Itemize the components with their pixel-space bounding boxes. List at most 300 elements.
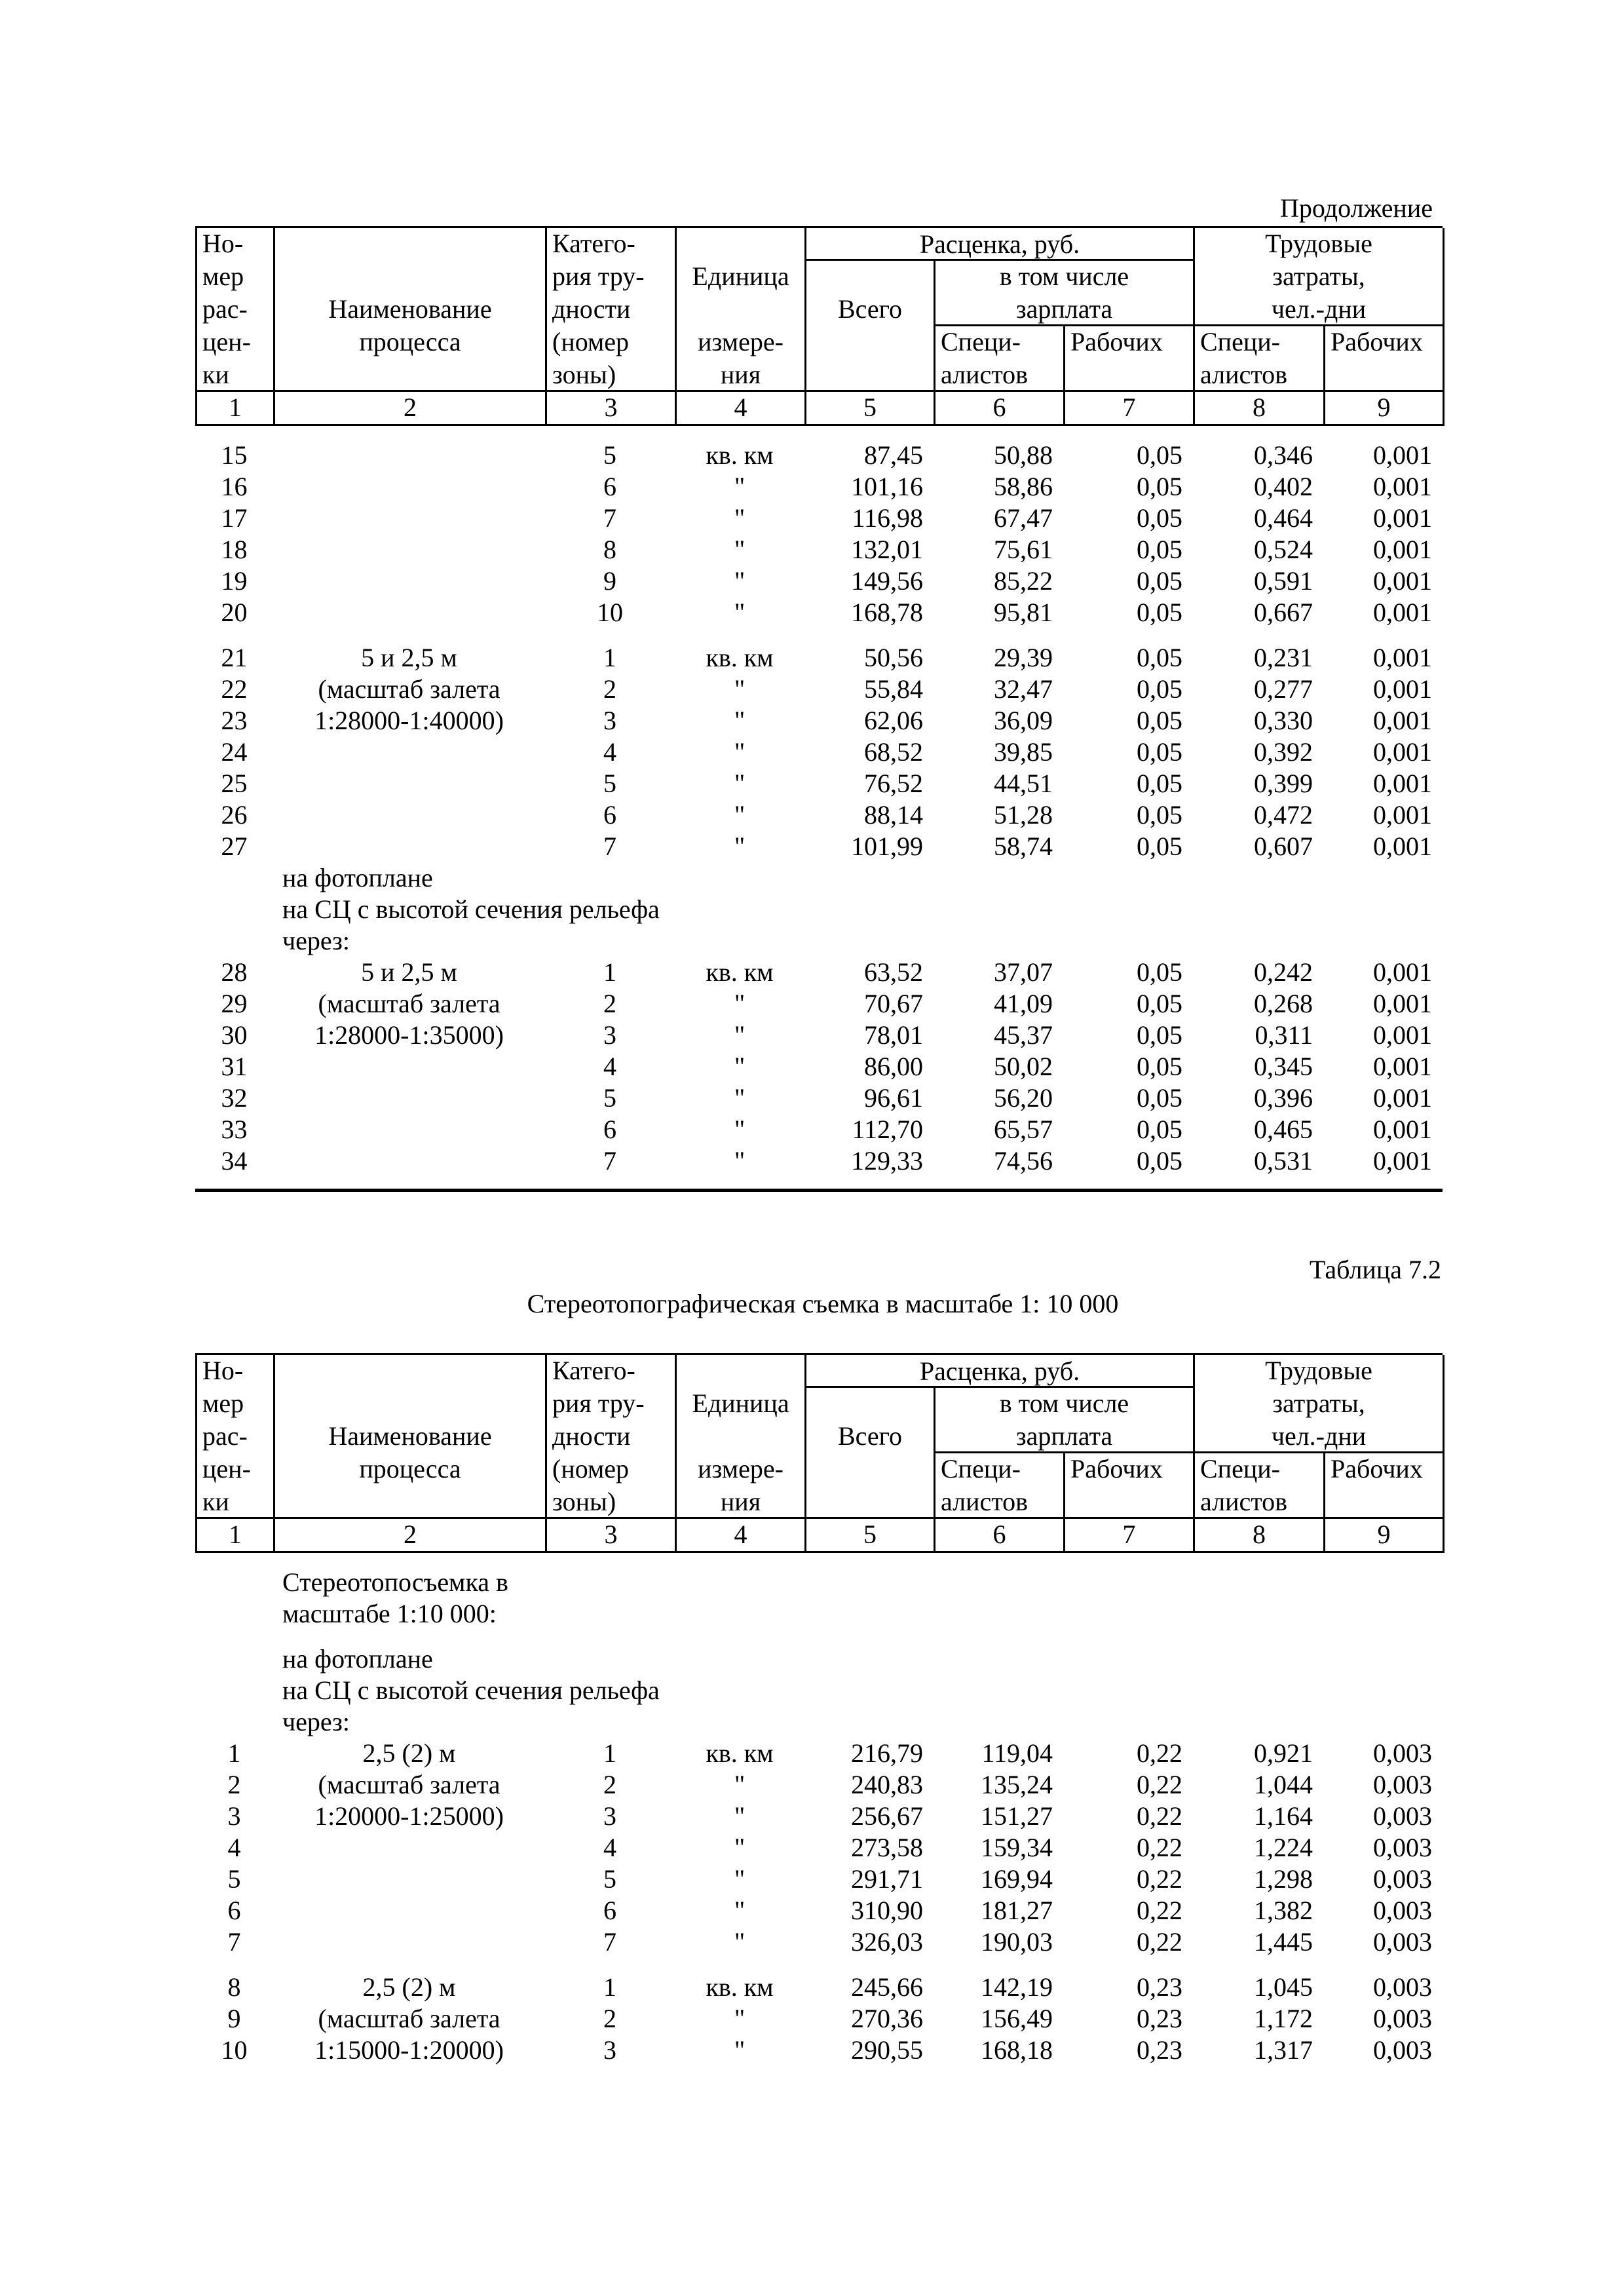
salary-specialists: 56,20	[994, 1083, 1053, 1113]
process-name: 1:15000-1:20000)	[314, 2035, 504, 2065]
salary-workers: 0,05	[1137, 503, 1182, 533]
section-caption: через:	[282, 1707, 350, 1736]
header-line	[806, 1453, 934, 1486]
header-line: мер	[202, 1388, 244, 1418]
process-name	[273, 737, 545, 768]
salary-workers: 0,05	[1137, 1146, 1182, 1176]
header-process-name	[275, 228, 547, 392]
labor-workers: 0,003	[1373, 1927, 1432, 1957]
header-line: алистов	[941, 360, 1029, 389]
table-row	[195, 737, 1443, 768]
unit: кв. км	[706, 957, 774, 987]
labor-workers: 0,001	[1373, 566, 1432, 596]
labor-workers: 0,001	[1373, 1083, 1432, 1113]
salary-workers: 0,05	[1137, 674, 1182, 704]
unit: "	[734, 989, 746, 1018]
labor-specialists: 0,531	[1254, 1146, 1313, 1176]
unit: кв. км	[706, 1972, 774, 2002]
header-salary-workers	[1065, 1453, 1195, 1519]
category: 5	[603, 769, 616, 798]
header-rate-number	[197, 1355, 275, 1519]
price-total: 101,16	[851, 472, 923, 501]
header-rate-number	[197, 228, 275, 392]
header-line	[275, 1486, 545, 1519]
labor-workers: 0,003	[1373, 2035, 1432, 2065]
header-unit	[677, 228, 806, 392]
header-labor	[1195, 228, 1445, 326]
header-line: ния	[720, 360, 761, 389]
price-total: 62,06	[864, 706, 923, 735]
salary-specialists: 37,07	[994, 957, 1053, 987]
unit: "	[734, 706, 746, 735]
header-price: Расценка, руб.	[806, 1355, 1195, 1388]
unit: "	[734, 674, 746, 704]
table-row	[195, 1738, 1443, 1769]
rate-number: 2	[227, 1770, 241, 1799]
column-number: 2	[275, 392, 547, 426]
salary-specialists: 36,09	[994, 706, 1053, 735]
header-line: Но-	[202, 229, 244, 258]
process-name: 5 и 2,5 м	[361, 957, 457, 987]
price-total: 70,67	[864, 989, 923, 1018]
header-line: Единица	[692, 1388, 789, 1418]
process-name	[273, 1864, 545, 1895]
header-salary-workers	[1065, 326, 1195, 392]
labor-specialists: 0,268	[1254, 989, 1313, 1018]
price-total: 270,36	[851, 2004, 923, 2033]
header-line	[275, 1388, 545, 1421]
salary-workers: 0,05	[1137, 737, 1182, 767]
salary-specialists: 41,09	[994, 989, 1053, 1018]
section-caption: через:	[282, 926, 350, 955]
header-line: (номер	[552, 1454, 630, 1483]
process-name: 2,5 (2) м	[362, 1738, 456, 1768]
salary-workers: 0,05	[1137, 535, 1182, 564]
rate-number: 19	[221, 566, 248, 596]
salary-specialists: 142,19	[981, 1972, 1053, 2002]
table-row	[195, 534, 1443, 565]
labor-workers: 0,003	[1373, 1770, 1432, 1799]
price-total: 291,71	[851, 1864, 923, 1894]
rate-number: 10	[221, 2035, 248, 2065]
rate-number: 27	[221, 832, 248, 861]
process-name: 2,5 (2) м	[362, 1972, 456, 2002]
header-line: зоны)	[552, 360, 616, 389]
header-labor-specialists	[1195, 1453, 1325, 1519]
header-line: Специ-	[941, 1454, 1021, 1483]
header-line	[806, 326, 934, 359]
header-labor-workers	[1325, 326, 1445, 392]
salary-specialists: 156,49	[981, 2004, 1053, 2033]
unit: "	[734, 1083, 746, 1113]
salary-workers: 0,05	[1137, 769, 1182, 798]
unit: "	[734, 800, 746, 830]
header-salary-specialists	[935, 326, 1065, 392]
column-number: 5	[806, 392, 935, 426]
category: 7	[603, 503, 616, 533]
header-incl-salary	[935, 1388, 1195, 1453]
category: 10	[597, 598, 623, 627]
salary-specialists: 95,81	[994, 598, 1053, 627]
unit: "	[734, 1146, 746, 1176]
process-name: 1:28000-1:35000)	[314, 1020, 504, 1050]
category: 7	[603, 832, 616, 861]
header-line: алистов	[941, 1487, 1029, 1516]
table-row	[195, 957, 1443, 988]
category: 9	[603, 566, 616, 596]
salary-workers: 0,05	[1137, 957, 1182, 987]
unit: "	[734, 2004, 746, 2033]
unit: "	[734, 737, 746, 767]
salary-workers: 0,05	[1137, 800, 1182, 830]
salary-workers: 0,22	[1137, 1833, 1182, 1862]
salary-specialists: 32,47	[994, 674, 1053, 704]
labor-workers: 0,003	[1373, 1972, 1432, 2002]
labor-workers: 0,001	[1373, 706, 1432, 735]
price-total: 290,55	[851, 2035, 923, 2065]
header-line	[677, 1355, 804, 1388]
column-number: 6	[935, 1519, 1065, 1553]
salary-workers: 0,22	[1137, 1896, 1182, 1925]
labor-workers: 0,001	[1373, 674, 1432, 704]
header-incl-salary	[935, 261, 1195, 326]
labor-specialists: 0,311	[1255, 1020, 1313, 1050]
header-line: Рабочих	[1070, 327, 1163, 356]
process-name: (масштаб залета	[318, 1770, 500, 1799]
labor-workers: 0,001	[1373, 989, 1432, 1018]
unit: кв. км	[706, 440, 774, 470]
rate-number: 20	[221, 598, 248, 627]
header-line: Трудовые	[1265, 1356, 1372, 1385]
unit: кв. км	[706, 1738, 774, 1768]
category: 1	[603, 1738, 616, 1768]
category: 5	[603, 440, 616, 470]
header-line: в том числе	[999, 1388, 1129, 1418]
unit: "	[734, 503, 746, 533]
salary-specialists: 67,47	[994, 503, 1053, 533]
column-number: 5	[806, 1519, 935, 1553]
header-line: ния	[720, 1487, 761, 1516]
rate-number: 29	[221, 989, 248, 1018]
column-number: 1	[197, 392, 275, 426]
column-number: 8	[1195, 392, 1325, 426]
labor-specialists: 0,921	[1254, 1738, 1313, 1768]
column-number: 7	[1065, 392, 1195, 426]
header-line: в том числе	[999, 261, 1129, 291]
labor-workers: 0,001	[1373, 1020, 1432, 1050]
rate-number: 18	[221, 535, 248, 564]
price-total: 240,83	[851, 1770, 923, 1799]
rate-number: 22	[221, 674, 248, 704]
table-title: Стереотопографическая съемка в масштабе 1: 10 000	[527, 1289, 1119, 1318]
process-name	[273, 534, 545, 565]
rate-number: 30	[221, 1020, 248, 1050]
header-line: Всего	[837, 294, 903, 324]
rate-number: 1	[227, 1738, 241, 1768]
process-name	[273, 1832, 545, 1864]
labor-specialists: 0,277	[1254, 674, 1313, 704]
header-line: рия тру-	[552, 261, 645, 291]
labor-workers: 0,003	[1373, 1738, 1432, 1768]
labor-specialists: 0,524	[1254, 535, 1313, 564]
header-line: Рабочих	[1331, 327, 1423, 356]
salary-specialists: 58,74	[994, 832, 1053, 861]
unit: "	[734, 1770, 746, 1799]
rate-number: 26	[221, 800, 248, 830]
labor-workers: 0,001	[1373, 1146, 1432, 1176]
table-number-label: Таблица 7.2	[1309, 1255, 1441, 1284]
unit: "	[734, 1927, 746, 1957]
header-line: Рабочих	[1070, 1454, 1163, 1483]
header-line	[806, 261, 934, 294]
price-total: 112,70	[852, 1115, 923, 1144]
price-total: 50,56	[864, 643, 923, 672]
column-number: 3	[547, 392, 677, 426]
labor-specialists: 1,164	[1254, 1801, 1313, 1831]
header-labor-workers	[1325, 1453, 1445, 1519]
salary-workers: 0,23	[1137, 2035, 1182, 2065]
category: 1	[603, 1972, 616, 2002]
process-name	[273, 1114, 545, 1145]
salary-workers: 0,05	[1137, 598, 1182, 627]
header-line: мер	[202, 261, 244, 291]
header-line	[1331, 359, 1443, 392]
unit: "	[734, 1020, 746, 1050]
rate-table-continuation	[195, 226, 1443, 1192]
header-line: Всего	[837, 1421, 903, 1451]
labor-specialists: 0,591	[1254, 566, 1313, 596]
process-name	[273, 503, 545, 534]
unit: "	[734, 1115, 746, 1144]
table-row	[195, 1145, 1443, 1177]
spacer	[195, 426, 1443, 440]
rate-number: 5	[227, 1864, 241, 1894]
labor-specialists: 0,472	[1254, 800, 1313, 830]
rate-number: 33	[221, 1115, 248, 1144]
table-row	[195, 2035, 1443, 2066]
header-line	[806, 1486, 934, 1519]
process-name	[273, 597, 545, 628]
salary-workers: 0,22	[1137, 1927, 1182, 1957]
salary-workers: 0,05	[1137, 1115, 1182, 1144]
rate-number: 34	[221, 1146, 248, 1176]
salary-workers: 0,05	[1137, 706, 1182, 735]
category: 1	[603, 957, 616, 987]
header-line: процесса	[359, 327, 461, 356]
header-line: дности	[552, 294, 631, 324]
labor-specialists: 0,231	[1254, 643, 1313, 672]
labor-workers: 0,001	[1373, 800, 1432, 830]
header-line: зарплата	[1015, 1421, 1113, 1451]
process-name	[273, 768, 545, 799]
process-name	[273, 565, 545, 597]
labor-specialists: 0,667	[1254, 598, 1313, 627]
process-name: (масштаб залета	[318, 674, 500, 704]
salary-specialists: 29,39	[994, 643, 1053, 672]
labor-specialists: 0,465	[1254, 1115, 1313, 1144]
price-total: 129,33	[851, 1146, 923, 1176]
process-name	[273, 1895, 545, 1926]
header-unit	[677, 1355, 806, 1519]
header-process-name	[275, 1355, 547, 1519]
labor-workers: 0,001	[1373, 1052, 1432, 1081]
table-row	[195, 642, 1443, 674]
price-total: 310,90	[851, 1896, 923, 1925]
salary-specialists: 58,86	[994, 472, 1053, 501]
header-labor	[1195, 1355, 1445, 1453]
table-row	[195, 1082, 1443, 1114]
category: 7	[603, 1927, 616, 1957]
process-name	[273, 1051, 545, 1082]
salary-specialists: 190,03	[981, 1927, 1053, 1957]
category: 4	[603, 737, 616, 767]
salary-specialists: 159,34	[981, 1833, 1053, 1862]
header-line: Наименование	[328, 294, 492, 324]
rate-table-7-2	[195, 1353, 1443, 2066]
process-name	[273, 831, 545, 862]
labor-specialists: 1,298	[1254, 1864, 1313, 1894]
category: 6	[603, 472, 616, 501]
header-line	[275, 228, 545, 261]
column-number: 2	[275, 1519, 547, 1553]
section-caption: на СЦ с высотой сечения рельефа	[282, 894, 660, 924]
table-row	[195, 565, 1443, 597]
price-total: 273,58	[851, 1833, 923, 1862]
salary-specialists: 168,18	[981, 2035, 1053, 2065]
header-line: рас-	[202, 294, 248, 324]
salary-workers: 0,23	[1137, 2004, 1182, 2033]
category: 2	[603, 989, 616, 1018]
process-name: 1:20000-1:25000)	[314, 1801, 504, 1831]
header-line: процесса	[359, 1454, 461, 1483]
labor-specialists: 0,345	[1254, 1052, 1313, 1081]
category: 3	[603, 706, 616, 735]
price-total: 116,98	[852, 503, 923, 533]
salary-specialists: 135,24	[981, 1770, 1053, 1799]
salary-workers: 0,05	[1137, 1083, 1182, 1113]
labor-specialists: 1,172	[1254, 2004, 1313, 2033]
section-caption: Стереотопосъемка в	[282, 1567, 508, 1597]
labor-workers: 0,001	[1373, 832, 1432, 861]
salary-specialists: 50,88	[994, 440, 1053, 470]
salary-workers: 0,05	[1137, 832, 1182, 861]
header-line: зарплата	[1015, 294, 1113, 324]
table-row	[195, 1832, 1443, 1864]
price-total: 76,52	[864, 769, 923, 798]
process-name: (масштаб залета	[318, 989, 500, 1018]
price-total: 68,52	[864, 737, 923, 767]
labor-specialists: 1,382	[1254, 1896, 1313, 1925]
labor-workers: 0,003	[1373, 1801, 1432, 1831]
spacer	[195, 1177, 1443, 1189]
unit: "	[734, 535, 746, 564]
spacer	[195, 628, 1443, 642]
header-total	[806, 261, 935, 392]
process-name: 5 и 2,5 м	[361, 643, 457, 672]
salary-workers: 0,22	[1137, 1864, 1182, 1894]
labor-workers: 0,001	[1373, 440, 1432, 470]
salary-workers: 0,05	[1137, 566, 1182, 596]
labor-workers: 0,001	[1373, 472, 1432, 501]
header-line: дности	[552, 1421, 631, 1451]
table-row	[195, 1895, 1443, 1926]
labor-specialists: 0,392	[1254, 737, 1313, 767]
header-line: чел.-дни	[1271, 1421, 1367, 1451]
salary-specialists: 45,37	[994, 1020, 1053, 1050]
process-name	[273, 1926, 545, 1958]
rate-number: 31	[221, 1052, 248, 1081]
header-line	[1331, 1486, 1443, 1519]
table-row	[195, 831, 1443, 862]
salary-workers: 0,22	[1137, 1738, 1182, 1768]
table-row	[195, 1801, 1443, 1832]
category: 7	[603, 1146, 616, 1176]
labor-workers: 0,001	[1373, 598, 1432, 627]
table-row	[195, 503, 1443, 534]
labor-specialists: 0,464	[1254, 503, 1313, 533]
process-name	[273, 1082, 545, 1114]
category: 5	[603, 1864, 616, 1894]
rate-number: 7	[227, 1927, 241, 1957]
header-line	[275, 1355, 545, 1388]
table-row	[195, 597, 1443, 628]
price-total: 132,01	[851, 535, 923, 564]
column-number: 1	[197, 1519, 275, 1553]
header-line	[677, 294, 804, 326]
labor-specialists: 1,044	[1254, 1770, 1313, 1799]
price-total: 88,14	[864, 800, 923, 830]
table-row	[195, 2003, 1443, 2035]
salary-specialists: 151,27	[981, 1801, 1053, 1831]
price-total: 101,99	[851, 832, 923, 861]
category: 2	[603, 2004, 616, 2033]
column-number: 9	[1325, 1519, 1445, 1553]
price-total: 87,45	[864, 440, 923, 470]
unit: "	[734, 598, 746, 627]
category: 3	[603, 1020, 616, 1050]
labor-workers: 0,003	[1373, 2004, 1432, 2033]
section-caption: масштабе 1:10 000:	[282, 1599, 497, 1628]
header-line: рас-	[202, 1421, 248, 1451]
labor-workers: 0,001	[1373, 1115, 1432, 1144]
unit: "	[734, 1864, 746, 1894]
table-row	[195, 1114, 1443, 1145]
rate-number: 28	[221, 957, 248, 987]
labor-workers: 0,001	[1373, 503, 1432, 533]
header-line: Наименование	[328, 1421, 492, 1451]
salary-workers: 0,05	[1137, 440, 1182, 470]
labor-workers: 0,001	[1373, 957, 1432, 987]
salary-workers: 0,22	[1137, 1801, 1182, 1831]
header-line: алистов	[1200, 1487, 1288, 1516]
header-line: (номер	[552, 327, 630, 356]
column-number: 8	[1195, 1519, 1325, 1553]
header-line: ки	[202, 1487, 229, 1516]
labor-specialists: 1,045	[1254, 1972, 1313, 2002]
header-line: Специ-	[1200, 327, 1280, 356]
header-line: Специ-	[941, 327, 1021, 356]
header-line: цен-	[202, 1454, 251, 1483]
unit: "	[734, 1052, 746, 1081]
labor-specialists: 1,445	[1254, 1927, 1313, 1957]
price-total: 63,52	[864, 957, 923, 987]
labor-workers: 0,001	[1373, 535, 1432, 564]
salary-specialists: 181,27	[981, 1896, 1053, 1925]
table-row	[195, 1051, 1443, 1082]
rate-number: 25	[221, 769, 248, 798]
salary-workers: 0,05	[1137, 472, 1182, 501]
salary-workers: 0,23	[1137, 1972, 1182, 2002]
